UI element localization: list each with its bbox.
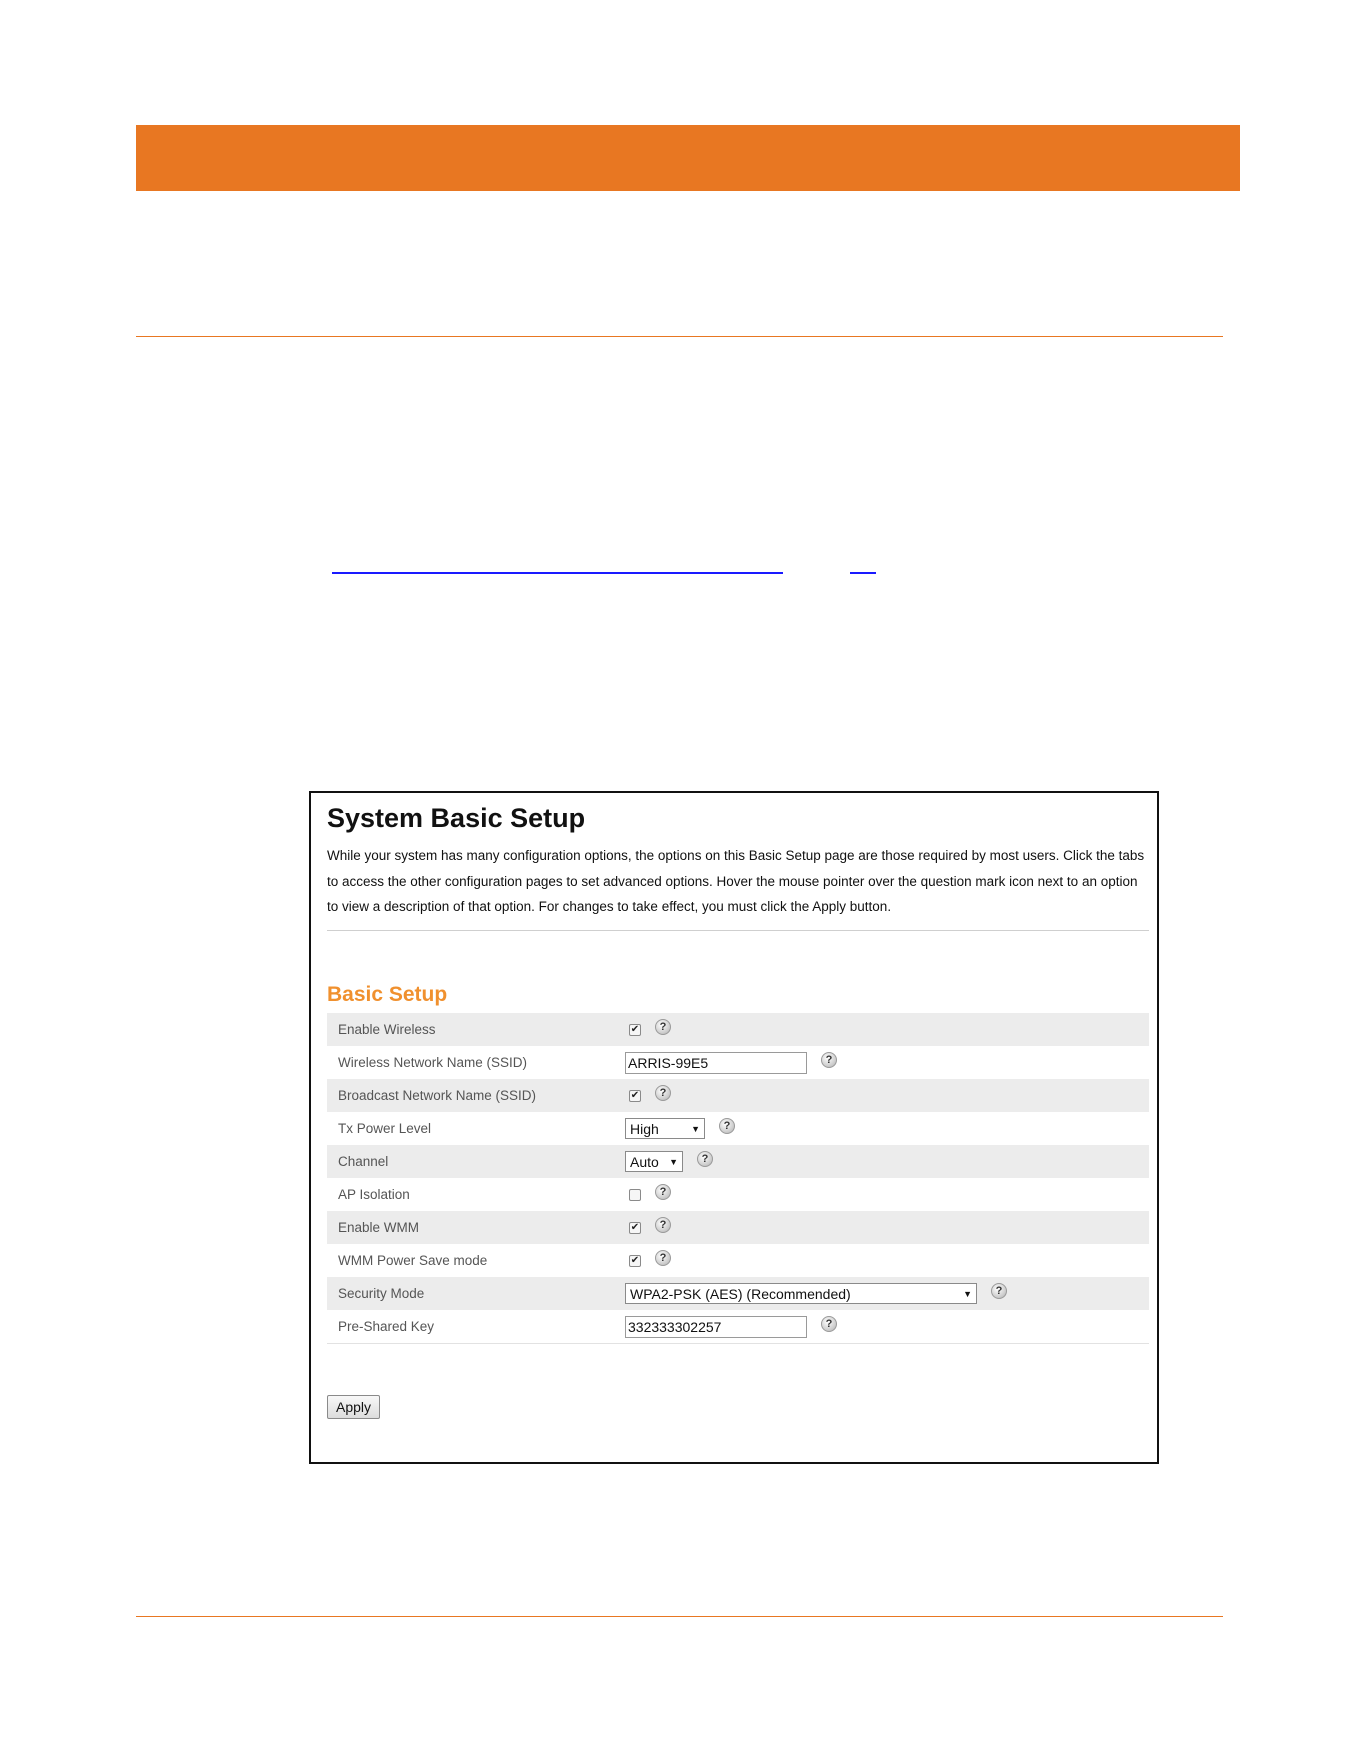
enable-wmm-label: Enable WMM (338, 1220, 420, 1235)
row-psk (327, 1310, 1149, 1343)
screenshot-frame (309, 791, 1159, 1464)
checkmark-icon: ✔ (630, 1023, 640, 1035)
security-mode-value: WPA2-PSK (AES) (Recommended) (630, 1285, 851, 1302)
dropdown-arrow-icon: ▼ (691, 1123, 700, 1134)
question-mark-icon[interactable]: ? (655, 1019, 671, 1035)
dropdown-arrow-icon: ▼ (669, 1156, 678, 1167)
tx-power-label: Tx Power Level (338, 1121, 432, 1136)
question-mark-icon[interactable]: ? (655, 1217, 671, 1233)
row-enable-wireless (327, 1013, 1149, 1046)
dropdown-arrow-icon: ▼ (963, 1288, 972, 1299)
page-title: System Basic Setup (327, 803, 586, 833)
checkmark-icon: ✔ (630, 1089, 640, 1101)
channel-value: Auto (630, 1153, 659, 1170)
psk-input[interactable]: 332333302257 (625, 1316, 807, 1338)
enable-wmm-checkbox[interactable] (629, 1222, 641, 1234)
row-tx-power (327, 1112, 1149, 1145)
tx-power-select[interactable] (625, 1118, 705, 1139)
footer-divider (136, 1616, 1223, 1617)
question-mark-icon[interactable]: ? (821, 1052, 837, 1068)
wmm-power-save-label: WMM Power Save mode (338, 1253, 488, 1268)
psk-label: Pre-Shared Key (338, 1319, 435, 1334)
row-security-mode (327, 1277, 1149, 1310)
channel-select[interactable] (625, 1151, 683, 1172)
channel-label: Channel (338, 1154, 389, 1169)
ap-isolation-checkbox[interactable] (629, 1189, 641, 1201)
checkmark-icon: ✔ (630, 1221, 640, 1233)
header-banner (136, 125, 1240, 191)
question-mark-icon[interactable]: ? (655, 1184, 671, 1200)
row-wmm-power-save (327, 1244, 1149, 1277)
header-divider (136, 336, 1223, 337)
basic-setup-table (327, 1013, 1149, 1344)
hyperlink-underline-short[interactable] (850, 572, 876, 574)
broadcast-ssid-label: Broadcast Network Name (SSID) (338, 1088, 537, 1103)
intro-text: While your system has many configuration options, the options on this Basic Setup page are those required by most users. Click the tabs to access the other configuration pages to set advanced options. Hover the mouse pointer over the question mark icon next to an option to view a description of that option. For changes to take effect, you must click the Apply button. (327, 848, 1145, 914)
enable-wireless-label: Enable Wireless (338, 1022, 436, 1037)
checkmark-icon: ✔ (630, 1254, 640, 1266)
question-mark-icon[interactable]: ? (697, 1151, 713, 1167)
question-mark-icon[interactable]: ? (655, 1250, 671, 1266)
question-mark-icon[interactable]: ? (655, 1085, 671, 1101)
row-broadcast-ssid (327, 1079, 1149, 1112)
row-ssid (327, 1046, 1149, 1079)
section-title: Basic Setup (327, 983, 448, 1006)
ssid-label: Wireless Network Name (SSID) (338, 1055, 528, 1070)
intro-divider (327, 930, 1149, 931)
row-ap-isolation (327, 1178, 1149, 1211)
row-channel (327, 1145, 1149, 1178)
hyperlink-underline[interactable] (332, 572, 783, 574)
enable-wireless-checkbox[interactable] (629, 1024, 641, 1036)
question-mark-icon[interactable]: ? (991, 1283, 1007, 1299)
security-mode-label: Security Mode (338, 1286, 425, 1301)
wmm-power-save-checkbox[interactable] (629, 1255, 641, 1267)
security-mode-select[interactable] (625, 1283, 977, 1304)
ssid-input[interactable]: ARRIS-99E5 (625, 1052, 807, 1074)
table-divider (327, 1343, 1149, 1344)
ap-isolation-label: AP Isolation (338, 1187, 410, 1202)
broadcast-ssid-checkbox[interactable] (629, 1090, 641, 1102)
apply-button[interactable]: Apply (327, 1395, 380, 1419)
row-enable-wmm (327, 1211, 1149, 1244)
question-mark-icon[interactable]: ? (821, 1316, 837, 1332)
question-mark-icon[interactable]: ? (719, 1118, 735, 1134)
tx-power-value: High (630, 1120, 659, 1137)
